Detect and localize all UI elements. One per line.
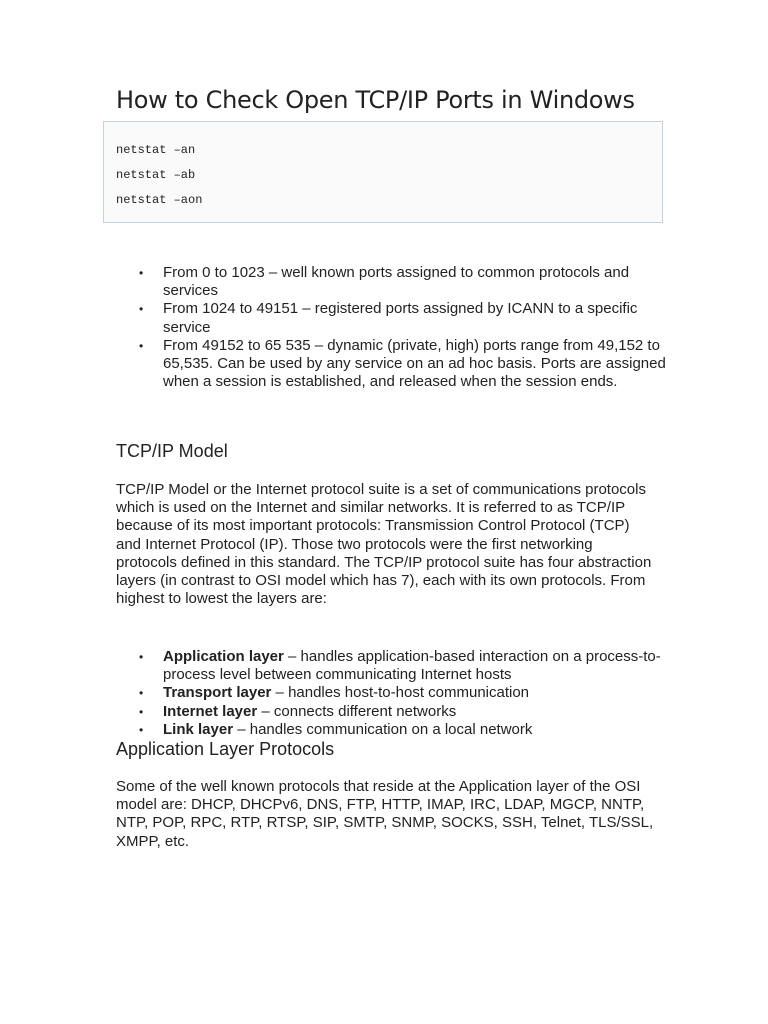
list-item-text: From 1024 to 49151 – registered ports assigned by ICANN to a specific service xyxy=(163,300,638,336)
list-item xyxy=(139,648,668,684)
bullet-icon: • xyxy=(139,704,144,719)
layer-name: Transport layer xyxy=(163,684,272,702)
layer-description: – connects different networks xyxy=(257,702,457,720)
list-item xyxy=(139,300,668,336)
code-line: netstat –an xyxy=(116,143,196,157)
section-heading-app-protocols: Application Layer Protocols xyxy=(116,739,335,759)
list-item xyxy=(139,702,668,721)
list-item xyxy=(139,684,668,702)
bullet-icon: • xyxy=(139,722,144,737)
app-protocols-paragraph: Some of the well known protocols that reside at the Application layer of the OSI model are: DHCP, DHCPv6, DNS, FTP, HTTP, IMAP, IRC, LDAP, MGCP, NNTP, NTP, POP, RPC, RTP, RTSP, SIP, SMTP, SNMP, SOCKS, SSH, Telnet, TLS/SSL, XMPP, etc. xyxy=(116,778,654,850)
bullet-icon: • xyxy=(139,302,144,317)
layer-description: – handles application-based interaction on a process-to-process level between communicating Internet hosts xyxy=(163,648,661,684)
code-line: netstat –aon xyxy=(116,193,203,207)
port-range-list xyxy=(139,264,668,391)
tcpip-model-paragraph: TCP/IP Model or the Internet protocol suite is a set of communications protocols which is used on the Internet and similar networks. It is referred to as TCP/IP because of its most important protocols: Transmission Control Protocol (TCP) and Internet Protocol (IP). Those two protocols were the first networking protocols defined in this standard. The TCP/IP protocol suite has four abstraction layers (in contrast to OSI model which has 7), each with its own protocols. From highest to lowest the layers are: xyxy=(116,481,652,608)
list-item xyxy=(139,720,668,739)
layer-list xyxy=(139,648,668,739)
layer-name: Application layer xyxy=(163,648,284,665)
layer-name: Internet layer xyxy=(163,702,258,720)
list-item xyxy=(139,336,668,392)
bullet-icon: • xyxy=(139,686,144,701)
list-item-text: From 49152 to 65 535 – dynamic (private, high) ports range from 49,152 to 65,535. Can be used by any service on an ad hoc basis. Ports are assigned when a session is established, and released when the session ends. xyxy=(163,336,666,391)
bullet-icon: • xyxy=(139,338,144,353)
code-block xyxy=(103,121,663,223)
code-line: netstat –ab xyxy=(116,168,196,182)
layer-description: – handles host-to-host communication xyxy=(271,684,530,702)
bullet-icon: • xyxy=(139,650,144,664)
layer-name: Link layer xyxy=(163,720,234,738)
section-heading-tcpip-model: TCP/IP Model xyxy=(116,441,228,461)
bullet-icon: • xyxy=(139,266,144,280)
list-item-text: From 0 to 1023 – well known ports assigned to common protocols and services xyxy=(163,264,630,300)
list-item xyxy=(139,264,668,300)
page-title: How to Check Open TCP/IP Ports in Windows xyxy=(116,86,635,114)
layer-description: – handles communication on a local network xyxy=(233,720,533,738)
